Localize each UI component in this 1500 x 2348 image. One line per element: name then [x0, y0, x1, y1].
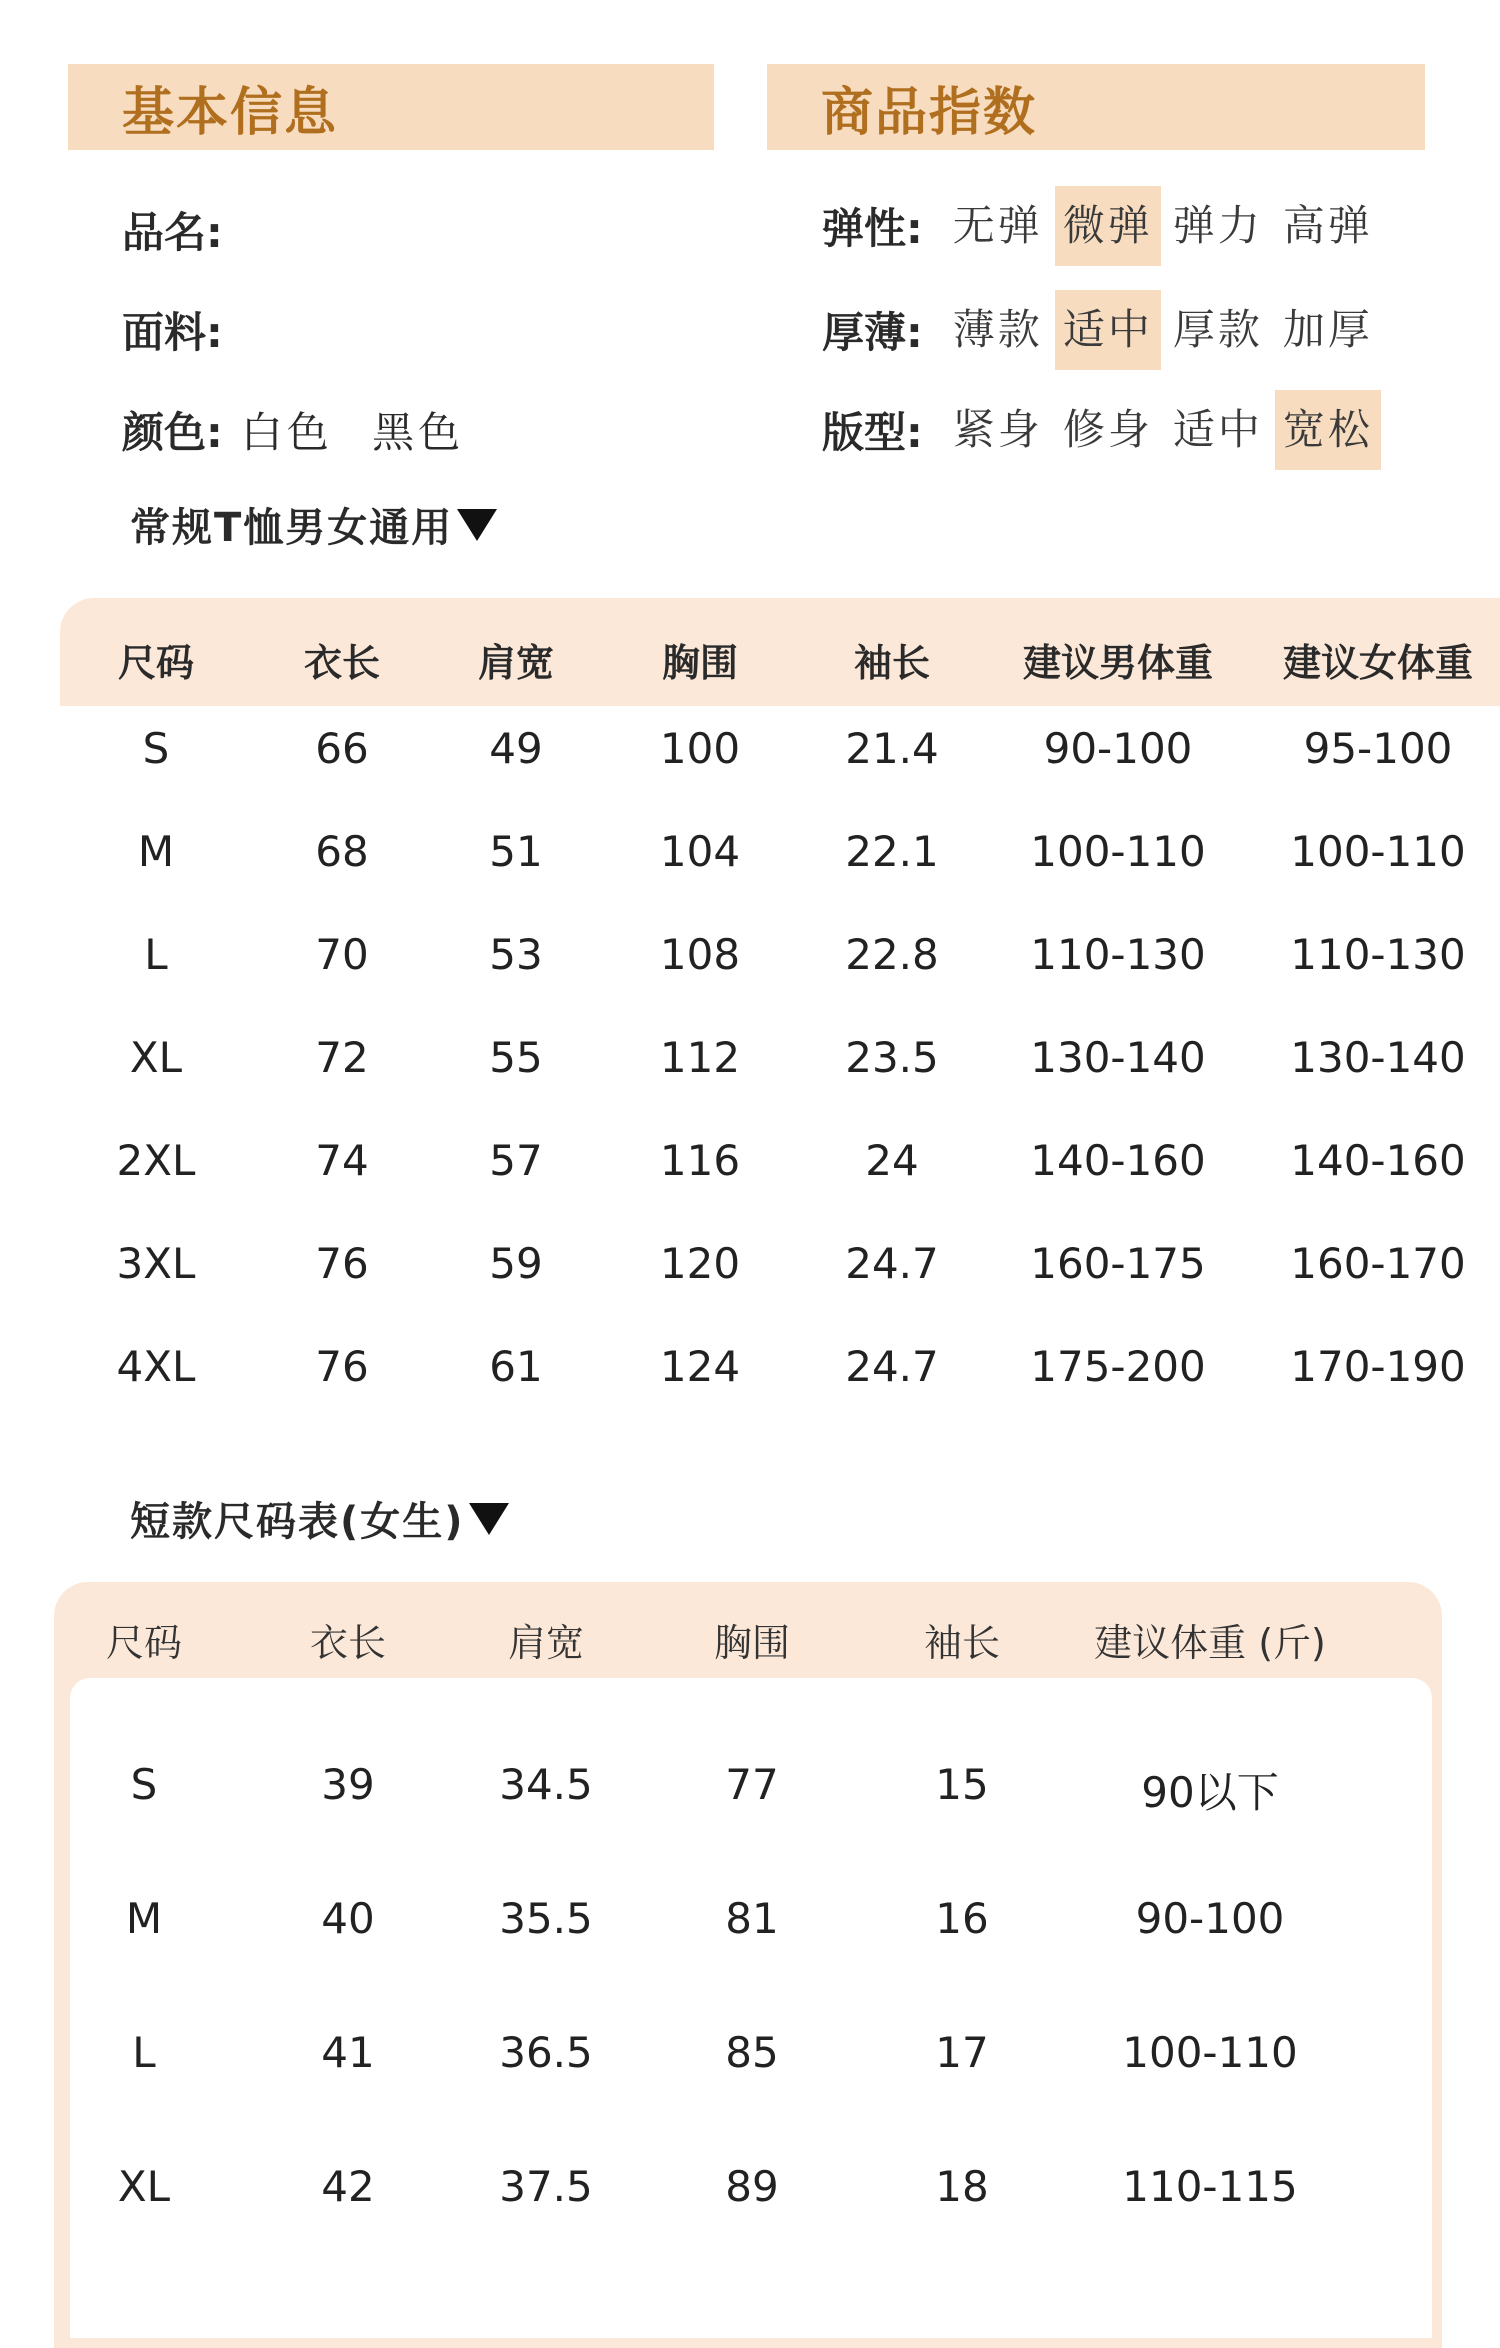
- table1-cell: 140-160: [1290, 1136, 1466, 1185]
- table2-header-cell: 袖长: [923, 1621, 1001, 1665]
- table1-header-cell: 肩宽: [477, 641, 555, 685]
- table1-header-cell: 衣长: [303, 641, 381, 685]
- table2-header-cell: 衣长: [309, 1621, 387, 1665]
- table1-cell: XL: [129, 1033, 183, 1082]
- table1-cell: 160-170: [1290, 1239, 1466, 1288]
- table1-cell: 112: [659, 1033, 741, 1082]
- elasticity-option: 高弹: [1282, 201, 1373, 250]
- table1-cell: 100-110: [1030, 827, 1206, 876]
- table2-cell: 16: [935, 1894, 989, 1943]
- basic-info-title: 基本信息: [122, 82, 339, 143]
- table1-cell: 116: [659, 1136, 741, 1185]
- table2-cell: 35.5: [499, 1894, 593, 1943]
- table2-cell: 100-110: [1122, 2028, 1298, 2077]
- table2-cell: XL: [117, 2162, 171, 2211]
- table2-cell: 39: [321, 1760, 375, 1809]
- table1-title: [130, 496, 497, 553]
- table1-cell: 24.7: [845, 1342, 939, 1391]
- color-label: 颜色:: [122, 408, 223, 457]
- thickness-row: [822, 290, 1385, 370]
- table1-cell: 24: [865, 1136, 919, 1185]
- table2-header-cell: 肩宽: [507, 1621, 585, 1665]
- fit-option-selected: 宽松: [1275, 390, 1381, 470]
- fabric-label: 面料:: [122, 308, 223, 357]
- table1-cell: 72: [315, 1033, 369, 1082]
- table1-header-cell: 胸围: [661, 641, 739, 685]
- table1-cell: 175-200: [1030, 1342, 1206, 1391]
- table1-cell: 100: [659, 724, 741, 773]
- table1-cell: 124: [659, 1342, 741, 1391]
- fit-option: 适中: [1172, 405, 1263, 454]
- table1-header-cell: 尺码: [117, 641, 195, 685]
- table1-cell: 76: [315, 1239, 369, 1288]
- triangle-down-icon: [457, 509, 497, 541]
- table1-cell: M: [137, 827, 175, 876]
- table2-title: [130, 1490, 509, 1547]
- fabric-row: [122, 300, 241, 360]
- fit-option: 紧身: [952, 405, 1043, 454]
- table1-cell: 51: [489, 827, 543, 876]
- elasticity-label: 弹性:: [822, 204, 923, 253]
- elasticity-option: 弹力: [1172, 201, 1263, 250]
- table1-cell: 104: [659, 827, 741, 876]
- table2-header-cell: 尺码: [105, 1621, 183, 1665]
- table1-cell: 130-140: [1290, 1033, 1466, 1082]
- table2-cell: M: [125, 1894, 163, 1943]
- table1-header-cell: 建议女体重: [1282, 641, 1474, 685]
- thickness-label: 厚薄:: [822, 308, 923, 357]
- color-values: [241, 400, 486, 460]
- table1-cell: 22.1: [845, 827, 939, 876]
- table1-cell: L: [144, 930, 168, 979]
- table2-header-cell: 建议体重 (斤): [1094, 1621, 1326, 1665]
- table2-cell: 85: [725, 2028, 779, 2077]
- table2-cell: 18: [935, 2162, 989, 2211]
- table2-cell: 81: [725, 1894, 779, 1943]
- table1-cell: 57: [489, 1136, 543, 1185]
- table1-cell: 110-130: [1290, 930, 1466, 979]
- table1-cell: 49: [489, 724, 543, 773]
- table2-cell: 77: [725, 1760, 779, 1809]
- table2-cell: 110-115: [1122, 2162, 1298, 2211]
- table1-cell: 22.8: [845, 930, 939, 979]
- product-index-header: [767, 64, 1425, 150]
- table1-cell: 21.4: [845, 724, 939, 773]
- table1-title-text: 常规T恤男女通用: [130, 505, 454, 551]
- thickness-option: 厚款: [1172, 305, 1263, 354]
- table1-cell: 76: [315, 1342, 369, 1391]
- table1-cell: 4XL: [116, 1342, 196, 1391]
- product-name-label: 品名:: [122, 208, 223, 257]
- table1-cell: 61: [489, 1342, 543, 1391]
- table1-cell: 95-100: [1303, 724, 1453, 773]
- table1-cell: 170-190: [1290, 1342, 1466, 1391]
- table2-cell: 42: [321, 2162, 375, 2211]
- table2-title-text: 短款尺码表(女生): [130, 1499, 465, 1545]
- table1-cell: 120: [659, 1239, 741, 1288]
- table2-cell: 34.5: [499, 1760, 593, 1809]
- table1-cell: 53: [489, 930, 543, 979]
- table1-cell: 90-100: [1043, 724, 1193, 773]
- basic-info-header: [68, 64, 714, 150]
- table1-cell: 3XL: [116, 1239, 196, 1288]
- table1-cell: 66: [315, 724, 369, 773]
- table1-cell: 23.5: [845, 1033, 939, 1082]
- table1-cell: 160-175: [1030, 1239, 1206, 1288]
- table2-cell: 41: [321, 2028, 375, 2077]
- table1-cell: 74: [315, 1136, 369, 1185]
- triangle-down-icon: [469, 1503, 509, 1535]
- elasticity-row: [822, 186, 1385, 266]
- table1-cell: 68: [315, 827, 369, 876]
- color-black: 黑色: [372, 408, 465, 457]
- thickness-option: 薄款: [952, 305, 1043, 354]
- table1-cell: 108: [659, 930, 741, 979]
- table1-header-cell: 袖长: [853, 641, 931, 685]
- color-row: [122, 400, 486, 460]
- fit-label: 版型:: [822, 408, 923, 457]
- table2-cell: 37.5: [499, 2162, 593, 2211]
- table2-cell: 90以下: [1141, 1768, 1279, 1817]
- table2-cell: 17: [935, 2028, 989, 2077]
- table1-cell: S: [142, 724, 170, 773]
- table2-cell: L: [132, 2028, 156, 2077]
- table1-cell: 2XL: [116, 1136, 196, 1185]
- table1-cell: 140-160: [1030, 1136, 1206, 1185]
- table2-cell: 89: [725, 2162, 779, 2211]
- color-white: 白色: [240, 408, 333, 457]
- table2-header-cell: 胸围: [713, 1621, 791, 1665]
- product-index-title: 商品指数: [821, 82, 1038, 143]
- table1-cell: 110-130: [1030, 930, 1206, 979]
- product-name-row: [122, 200, 241, 260]
- table1-cell: 100-110: [1290, 827, 1466, 876]
- table1-cell: 24.7: [845, 1239, 939, 1288]
- elasticity-option: 无弹: [952, 201, 1043, 250]
- thickness-option: 加厚: [1282, 305, 1373, 354]
- table2-cell: 36.5: [499, 2028, 593, 2077]
- fit-row: [822, 390, 1385, 470]
- elasticity-option-selected: 微弹: [1055, 186, 1161, 266]
- table2-cell: 40: [321, 1894, 375, 1943]
- fit-option: 修身: [1062, 405, 1153, 454]
- table2-cell: 90-100: [1135, 1894, 1285, 1943]
- table1-cell: 70: [315, 930, 369, 979]
- table1-cell: 55: [489, 1033, 543, 1082]
- table1-cell: 130-140: [1030, 1033, 1206, 1082]
- table1-cell: 59: [489, 1239, 543, 1288]
- table1-header-cell: 建议男体重: [1022, 641, 1214, 685]
- table2-cell: 15: [935, 1760, 989, 1809]
- thickness-option-selected: 适中: [1055, 290, 1161, 370]
- table2-cell: S: [130, 1760, 158, 1809]
